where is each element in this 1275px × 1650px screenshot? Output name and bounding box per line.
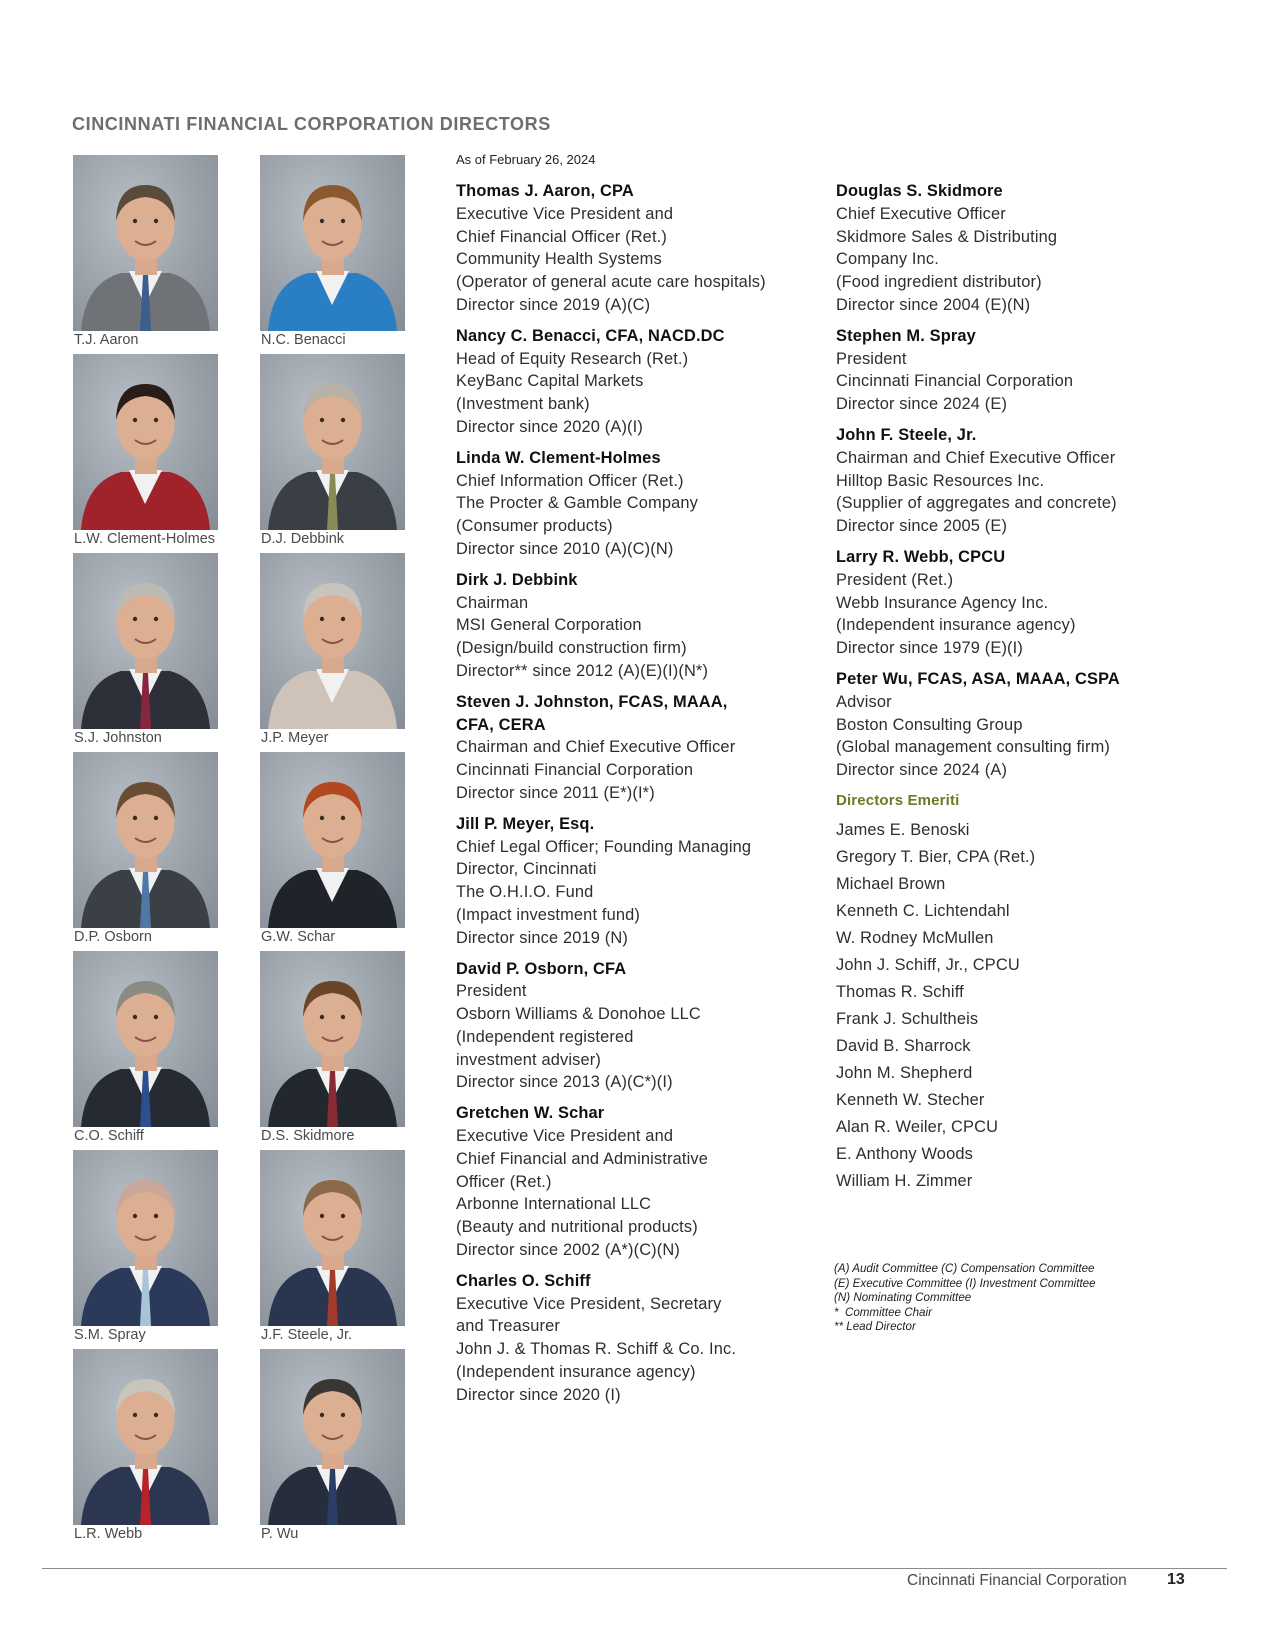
director-entry [836, 424, 1236, 538]
director-detail: Community Health Systems [456, 250, 662, 269]
portrait-illustration [73, 354, 218, 530]
director-photo [73, 1150, 218, 1326]
photo-caption: L.W. Clement-Holmes [74, 531, 216, 547]
emeritus-name: Thomas R. Schiff [836, 982, 964, 1001]
legend-line: (N) Nominating Committee [834, 1291, 972, 1304]
director-detail: Chief Financial and Administrative [456, 1149, 708, 1168]
director-entry [456, 325, 816, 439]
emeritus-name: W. Rodney McMullen [836, 928, 994, 947]
portrait-illustration [260, 951, 405, 1127]
director-detail: (Independent insurance agency) [456, 1363, 696, 1382]
director-entry [456, 1270, 816, 1407]
director-name: Nancy C. Benacci, CFA, NACD.DC [456, 326, 725, 345]
director-detail: Company Inc. [836, 250, 939, 269]
director-name-continued: CFA, CERA [456, 715, 546, 734]
director-detail: (Beauty and nutritional products) [456, 1218, 698, 1237]
photo-caption: N.C. Benacci [261, 332, 346, 348]
photo-caption: D.J. Debbink [261, 531, 345, 547]
director-detail: Director since 2019 (N) [456, 928, 628, 947]
director-detail: Director since 2010 (A)(C)(N) [456, 539, 674, 558]
director-photo [73, 752, 218, 928]
director-name: Jill P. Meyer, Esq. [456, 814, 595, 833]
photo-caption: C.O. Schiff [74, 1128, 144, 1144]
director-detail: Director since 2020 (A)(I) [456, 417, 643, 436]
portrait-illustration [73, 951, 218, 1127]
director-photo [73, 951, 218, 1127]
as-of-date: As of February 26, 2024 [456, 152, 596, 167]
director-entry [456, 447, 816, 561]
director-detail: Director since 2005 (E) [836, 517, 1008, 536]
director-detail: Director since 2011 (E*)(I*) [456, 783, 655, 802]
director-photo [260, 752, 405, 928]
emeritus-name: Kenneth C. Lichtendahl [836, 901, 1010, 920]
director-detail: Chairman [456, 593, 529, 612]
director-detail: MSI General Corporation [456, 616, 642, 635]
legend-line: (A) Audit Committee (C) Compensation Committee [834, 1262, 1095, 1275]
photo-caption: S.M. Spray [74, 1327, 146, 1343]
director-photo [260, 1150, 405, 1326]
director-detail: (Independent insurance agency) [836, 616, 1076, 635]
emeritus-name: Gregory T. Bier, CPA (Ret.) [836, 847, 1036, 866]
director-detail: Executive Vice President and [456, 204, 674, 223]
director-name: Dirk J. Debbink [456, 570, 578, 589]
director-detail: Chief Legal Officer; Founding Managing [456, 837, 752, 856]
director-detail: (Design/build construction firm) [456, 639, 687, 658]
portrait-illustration [260, 1349, 405, 1525]
emeritus-name: William H. Zimmer [836, 1171, 973, 1190]
director-detail: Director since 2019 (A)(C) [456, 295, 651, 314]
director-detail: Director since 2024 (E) [836, 395, 1008, 414]
director-detail: Director since 2013 (A)(C*)(I) [456, 1073, 673, 1092]
director-name: Thomas J. Aaron, CPA [456, 182, 634, 200]
photo-caption: P. Wu [261, 1526, 299, 1542]
emeritus-name: John M. Shepherd [836, 1063, 973, 1082]
portrait-illustration [260, 553, 405, 729]
photo-caption: L.R. Webb [74, 1526, 143, 1542]
director-name: Stephen M. Spray [836, 326, 976, 345]
committee-legend [834, 1262, 1096, 1335]
director-detail: Director since 1979 (E)(I) [836, 639, 1023, 658]
director-detail: Cincinnati Financial Corporation [836, 372, 1074, 391]
director-detail: President (Ret.) [836, 570, 954, 589]
director-name: Larry R. Webb, CPCU [836, 547, 1006, 566]
emeriti-list [836, 817, 1236, 1195]
director-detail: (Operator of general acute care hospitals) [456, 273, 766, 292]
director-detail: Chief Information Officer (Ret.) [456, 471, 684, 490]
legend-line: * Committee Chair [834, 1305, 932, 1319]
director-entry [456, 691, 816, 805]
director-entry [456, 958, 816, 1095]
director-name: Peter Wu, FCAS, ASA, MAAA, CSPA [836, 669, 1120, 688]
director-detail: Boston Consulting Group [836, 715, 1023, 734]
director-detail: John J. & Thomas R. Schiff & Co. Inc. [456, 1340, 737, 1359]
photo-caption: J.P. Meyer [261, 730, 329, 746]
director-detail: Officer (Ret.) [456, 1172, 552, 1191]
director-detail: Skidmore Sales & Distributing [836, 227, 1058, 246]
directors-column-left [456, 180, 816, 1415]
director-detail: President [456, 982, 527, 1001]
director-detail: and Treasurer [456, 1317, 560, 1336]
director-detail: (Global management consulting firm) [836, 738, 1110, 757]
director-name: Steven J. Johnston, FCAS, MAAA, [456, 692, 728, 711]
portrait-illustration [73, 155, 218, 331]
director-detail: President [836, 349, 907, 368]
portrait-illustration [73, 1349, 218, 1525]
portrait-illustration [73, 1150, 218, 1326]
director-detail: (Supplier of aggregates and concrete) [836, 494, 1117, 513]
director-entry [456, 1102, 816, 1262]
photo-caption: T.J. Aaron [74, 332, 139, 348]
director-detail: KeyBanc Capital Markets [456, 372, 644, 391]
director-photo [260, 951, 405, 1127]
legend-line: (E) Executive Committee (I) Investment Committee [834, 1276, 1096, 1290]
director-entry [836, 546, 1236, 660]
portrait-illustration [260, 354, 405, 530]
directors-column-right [836, 180, 1236, 1195]
director-detail: Advisor [836, 692, 892, 711]
portrait-illustration [73, 752, 218, 928]
director-detail: Chairman and Chief Executive Officer [836, 448, 1116, 467]
footer-company-name: Cincinnati Financial Corporation [907, 1572, 1127, 1589]
director-entry [836, 180, 1236, 317]
director-detail: Director since 2004 (E)(N) [836, 295, 1031, 314]
director-detail: (Food ingredient distributor) [836, 273, 1042, 292]
emeritus-name: Frank J. Schultheis [836, 1009, 979, 1028]
director-name: John F. Steele, Jr. [836, 425, 977, 444]
director-entry [456, 569, 816, 683]
director-name: Gretchen W. Schar [456, 1104, 605, 1123]
director-entry [456, 813, 816, 950]
photo-caption: G.W. Schar [261, 929, 336, 945]
director-detail: Webb Insurance Agency Inc. [836, 593, 1049, 612]
portrait-illustration [260, 1150, 405, 1326]
director-detail: Chief Executive Officer [836, 204, 1006, 223]
footer-divider [42, 1568, 1227, 1569]
director-photo [260, 354, 405, 530]
director-detail: Chairman and Chief Executive Officer [456, 738, 736, 757]
director-photo [73, 1349, 218, 1525]
director-photo [73, 354, 218, 530]
director-detail: (Consumer products) [456, 517, 613, 536]
director-photo [260, 553, 405, 729]
director-photo [260, 1349, 405, 1525]
photo-caption: J.F. Steele, Jr. [261, 1327, 353, 1343]
photo-caption: D.P. Osborn [74, 929, 152, 945]
director-detail: The O.H.I.O. Fund [456, 883, 594, 902]
director-photo [73, 553, 218, 729]
emeritus-name: E. Anthony Woods [836, 1144, 973, 1163]
director-detail: Director, Cincinnati [456, 860, 597, 879]
director-name: David P. Osborn, CFA [456, 959, 627, 978]
director-detail: Osborn Williams & Donohoe LLC [456, 1005, 701, 1024]
director-detail: Chief Financial Officer (Ret.) [456, 227, 667, 246]
director-detail: Executive Vice President, Secretary [456, 1294, 722, 1313]
legend-line: ** Lead Director [834, 1320, 916, 1333]
director-detail: Director** since 2012 (A)(E)(I)(N*) [456, 661, 709, 680]
director-photo [260, 155, 405, 331]
director-name: Douglas S. Skidmore [836, 182, 1003, 200]
director-detail: Director since 2020 (I) [456, 1385, 621, 1404]
director-detail: (Impact investment fund) [456, 905, 640, 924]
photo-caption: D.S. Skidmore [261, 1128, 355, 1144]
director-detail: Cincinnati Financial Corporation [456, 761, 694, 780]
emeritus-name: David B. Sharrock [836, 1036, 971, 1055]
portrait-illustration [260, 752, 405, 928]
emeriti-heading: Directors Emeriti [836, 791, 960, 809]
director-detail: Head of Equity Research (Ret.) [456, 349, 689, 368]
emeritus-name: Michael Brown [836, 874, 946, 893]
director-name: Charles O. Schiff [456, 1271, 591, 1290]
director-name: Linda W. Clement-Holmes [456, 448, 661, 467]
director-detail: (Investment bank) [456, 395, 590, 414]
page-number: 13 [1167, 1571, 1185, 1588]
emeritus-name: John J. Schiff, Jr., CPCU [836, 955, 1020, 974]
director-detail: The Procter & Gamble Company [456, 494, 698, 513]
director-detail: investment adviser) [456, 1050, 601, 1069]
portrait-illustration [260, 155, 405, 331]
emeritus-name: James E. Benoski [836, 820, 970, 839]
photo-caption: S.J. Johnston [74, 730, 162, 746]
director-detail: (Independent registered [456, 1027, 634, 1046]
director-detail: Hilltop Basic Resources Inc. [836, 471, 1045, 490]
director-detail: Arbonne International LLC [456, 1195, 652, 1214]
director-entry [456, 180, 816, 317]
director-detail: Director since 2024 (A) [836, 761, 1008, 780]
director-entry [836, 668, 1236, 782]
director-detail: Executive Vice President and [456, 1127, 674, 1146]
portrait-illustration [73, 553, 218, 729]
director-detail: Director since 2002 (A*)(C)(N) [456, 1241, 680, 1260]
emeritus-name: Alan R. Weiler, CPCU [836, 1117, 999, 1136]
director-entry [836, 325, 1236, 416]
section-title: CINCINNATI FINANCIAL CORPORATION DIRECTORS [72, 114, 551, 134]
director-photo [73, 155, 218, 331]
emeritus-name: Kenneth W. Stecher [836, 1090, 985, 1109]
